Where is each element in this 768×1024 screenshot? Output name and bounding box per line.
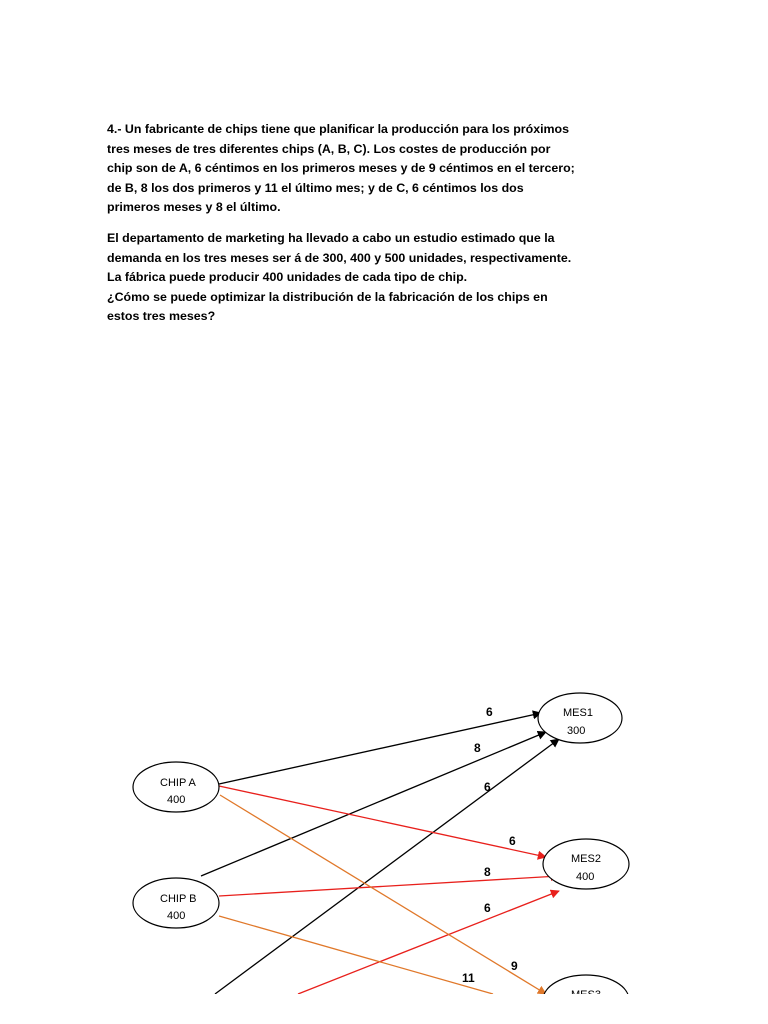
node-mes1: [538, 693, 622, 743]
problem-paragraph-1: 4.- Un fabricante de chips tiene que planificar la producción para los próximos tres meses de tres diferentes chips (A, B, C). Los costes de producción por chip son de A, 6 céntimos en los primeros meses y de 9 céntimos en el tercero; de B, 8 los dos primeros y 11 el último mes; y de C, 6 céntimos los dos primeros meses y 8 el último.: [107, 122, 575, 214]
edge-chip-c-mes1: [215, 739, 559, 994]
label-chip-a-mes3: 9: [511, 959, 518, 973]
mes1-name: MES1: [563, 707, 593, 719]
label-chip-a-mes2: 6: [509, 834, 516, 848]
demand-text: El departamento de marketing ha llevado a cabo un estudio estimado que la demanda en los tres meses ser á de 300, 400 y 500 unidades, respectivamente.: [107, 231, 572, 265]
edge-chip-b-mes2: [219, 876, 559, 896]
mes2-demand: 400: [576, 871, 595, 883]
edge-chip-a-mes2: [219, 786, 546, 857]
node-mes2: [543, 839, 629, 889]
edge-chip-a-mes3: [220, 795, 546, 994]
chip-a-capacity: 400: [167, 794, 186, 806]
question-text: ¿Cómo se puede optimizar la distribución de la fabricación de los chips en estos tres meses?: [107, 289, 548, 323]
node-chip-b: [133, 878, 219, 928]
mes2-name: MES2: [571, 853, 601, 865]
chip-b-capacity: 400: [167, 910, 186, 922]
chip-a-name: CHIP A: [160, 777, 196, 789]
edge-chip-b-mes1: [201, 732, 546, 876]
label-chip-c-mes2: 6: [484, 901, 491, 915]
chip-b-name: CHIP B: [160, 893, 197, 905]
viewer-bottom-margin: [0, 994, 768, 1024]
label-chip-a-mes1: 6: [486, 705, 493, 719]
label-chip-b-mes3: 11: [462, 971, 475, 985]
label-chip-c-mes1: 6: [484, 780, 491, 794]
edge-chip-b-mes3: [219, 916, 493, 994]
node-chip-a: [133, 762, 219, 812]
mes1-demand: 300: [567, 725, 586, 737]
capacity-text: La fábrica puede producir 400 unidades de cada tipo de chip.: [107, 270, 468, 284]
label-chip-b-mes2: 8: [484, 865, 491, 879]
edge-chip-a-mes1: [219, 713, 541, 784]
label-chip-b-mes1: 8: [474, 741, 481, 755]
